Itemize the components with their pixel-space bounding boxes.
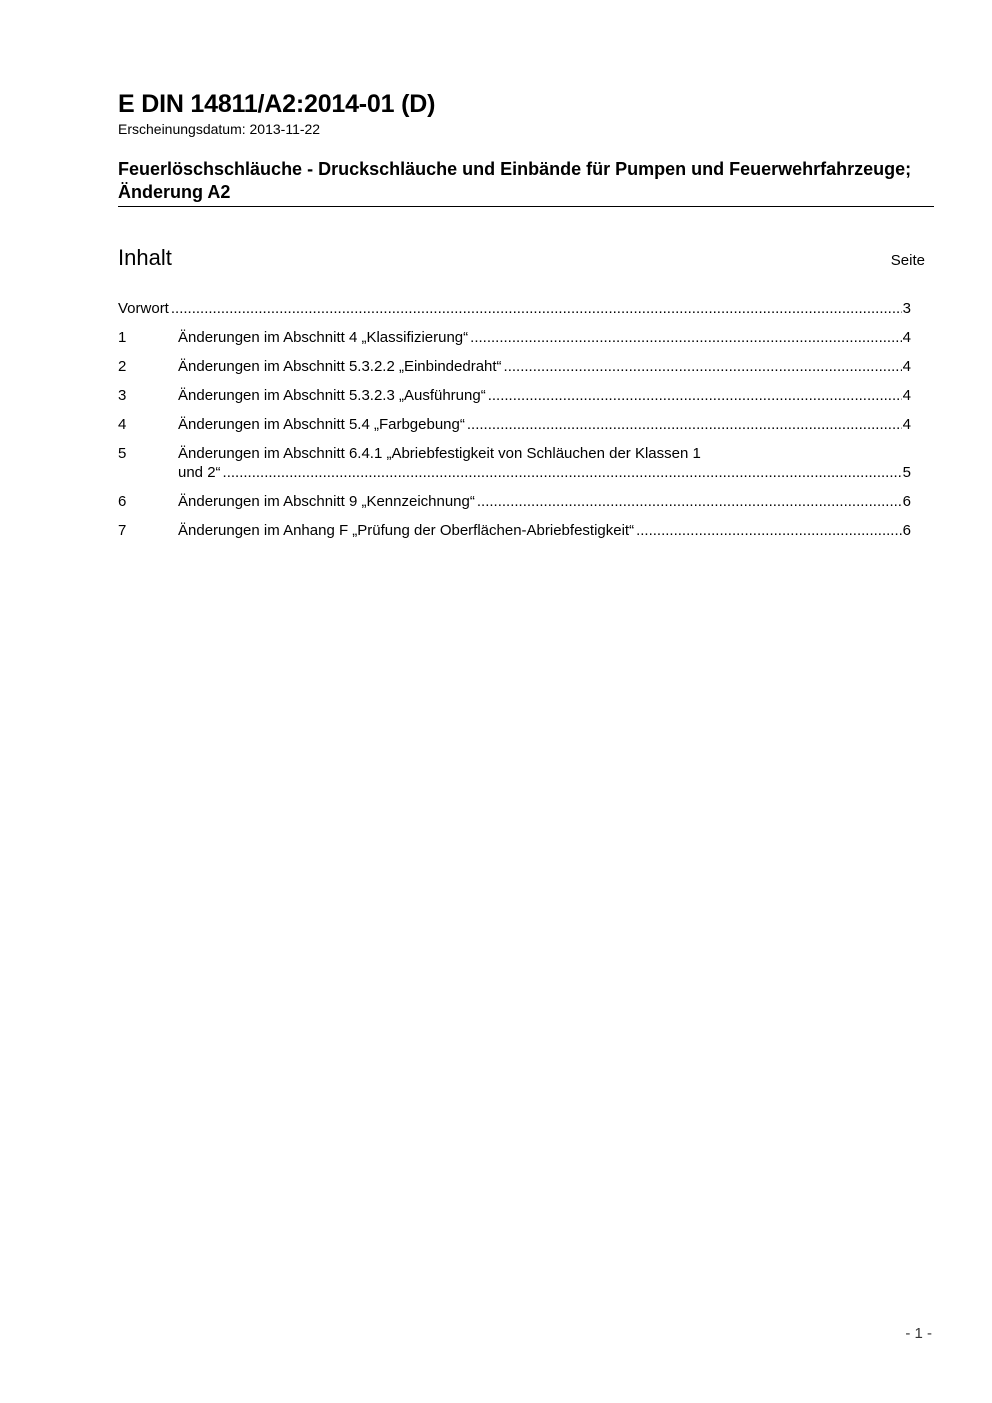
toc-leader-dots — [467, 415, 902, 434]
toc-leader-dots — [636, 521, 902, 540]
toc-entry-1[interactable] — [118, 328, 911, 347]
table-of-contents — [118, 299, 911, 540]
toc-page-column-label: Seite — [890, 252, 925, 269]
toc-entry-5[interactable] — [118, 444, 911, 482]
toc-leader-dots — [470, 328, 902, 347]
toc-entry-text-line-1: Änderungen im Abschnitt 6.4.1 „Abriebfestigkeit von Schläuchen der Klassen 1 — [178, 445, 701, 462]
toc-entry-2[interactable] — [118, 357, 911, 376]
toc-entry-number: 4 — [118, 416, 127, 433]
toc-entry-number: 5 — [118, 445, 127, 462]
toc-entry-page: 4 — [902, 387, 911, 404]
toc-entry-text: Änderungen im Abschnitt 5.4 „Farbgebung“ — [178, 416, 465, 433]
toc-entry-vorwort[interactable] — [118, 299, 911, 318]
page-number: - 1 - — [905, 1325, 932, 1342]
toc-entry-number: 2 — [118, 358, 127, 375]
toc-entry-3[interactable] — [118, 386, 911, 405]
toc-entry-text: Änderungen im Abschnitt 9 „Kennzeichnung“ — [178, 493, 475, 510]
toc-entry-page: 4 — [902, 329, 911, 346]
toc-heading: Inhalt — [118, 245, 172, 270]
publication-date: Erscheinungsdatum: 2013-11-22 — [118, 121, 321, 137]
toc-entry-page: 6 — [902, 522, 911, 539]
toc-leader-dots — [171, 299, 902, 318]
document-identifier: E DIN 14811/A2:2014-01 (D) — [118, 90, 436, 118]
toc-leader-dots — [488, 386, 902, 405]
toc-entry-page: 6 — [902, 493, 911, 510]
toc-leader-dots — [223, 463, 902, 482]
toc-entry-text: Änderungen im Abschnitt 4 „Klassifizierung“ — [178, 329, 469, 346]
toc-entry-number: 1 — [118, 329, 127, 346]
toc-entry-text: Vorwort — [118, 300, 169, 317]
toc-entry-text-line-2: und 2“ — [178, 464, 221, 481]
toc-entry-page: 3 — [902, 300, 911, 317]
toc-entry-text: Änderungen im Anhang F „Prüfung der Oberflächen-Abriebfestigkeit“ — [178, 522, 635, 539]
toc-entry-number: 3 — [118, 387, 127, 404]
toc-leader-dots — [477, 492, 902, 511]
toc-entry-page: 4 — [902, 416, 911, 433]
toc-entry-page: 5 — [902, 464, 911, 481]
toc-entry-7[interactable] — [118, 521, 911, 540]
toc-entry-text: Änderungen im Abschnitt 5.3.2.2 „Einbindedraht“ — [178, 358, 502, 375]
toc-entry-number: 6 — [118, 493, 127, 510]
toc-leader-dots — [504, 357, 902, 376]
toc-entry-number: 7 — [118, 522, 127, 539]
toc-entry-text: Änderungen im Abschnitt 5.3.2.3 „Ausführung“ — [178, 387, 486, 404]
toc-entry-6[interactable] — [118, 492, 911, 511]
document-title: Feuerlöschschläuche - Druckschläuche und Einbände für Pumpen und Feuerwehrfahrzeuge; Änderung A2 — [118, 159, 912, 202]
toc-entry-page: 4 — [902, 358, 911, 375]
title-divider — [118, 206, 934, 207]
toc-entry-4[interactable] — [118, 415, 911, 434]
